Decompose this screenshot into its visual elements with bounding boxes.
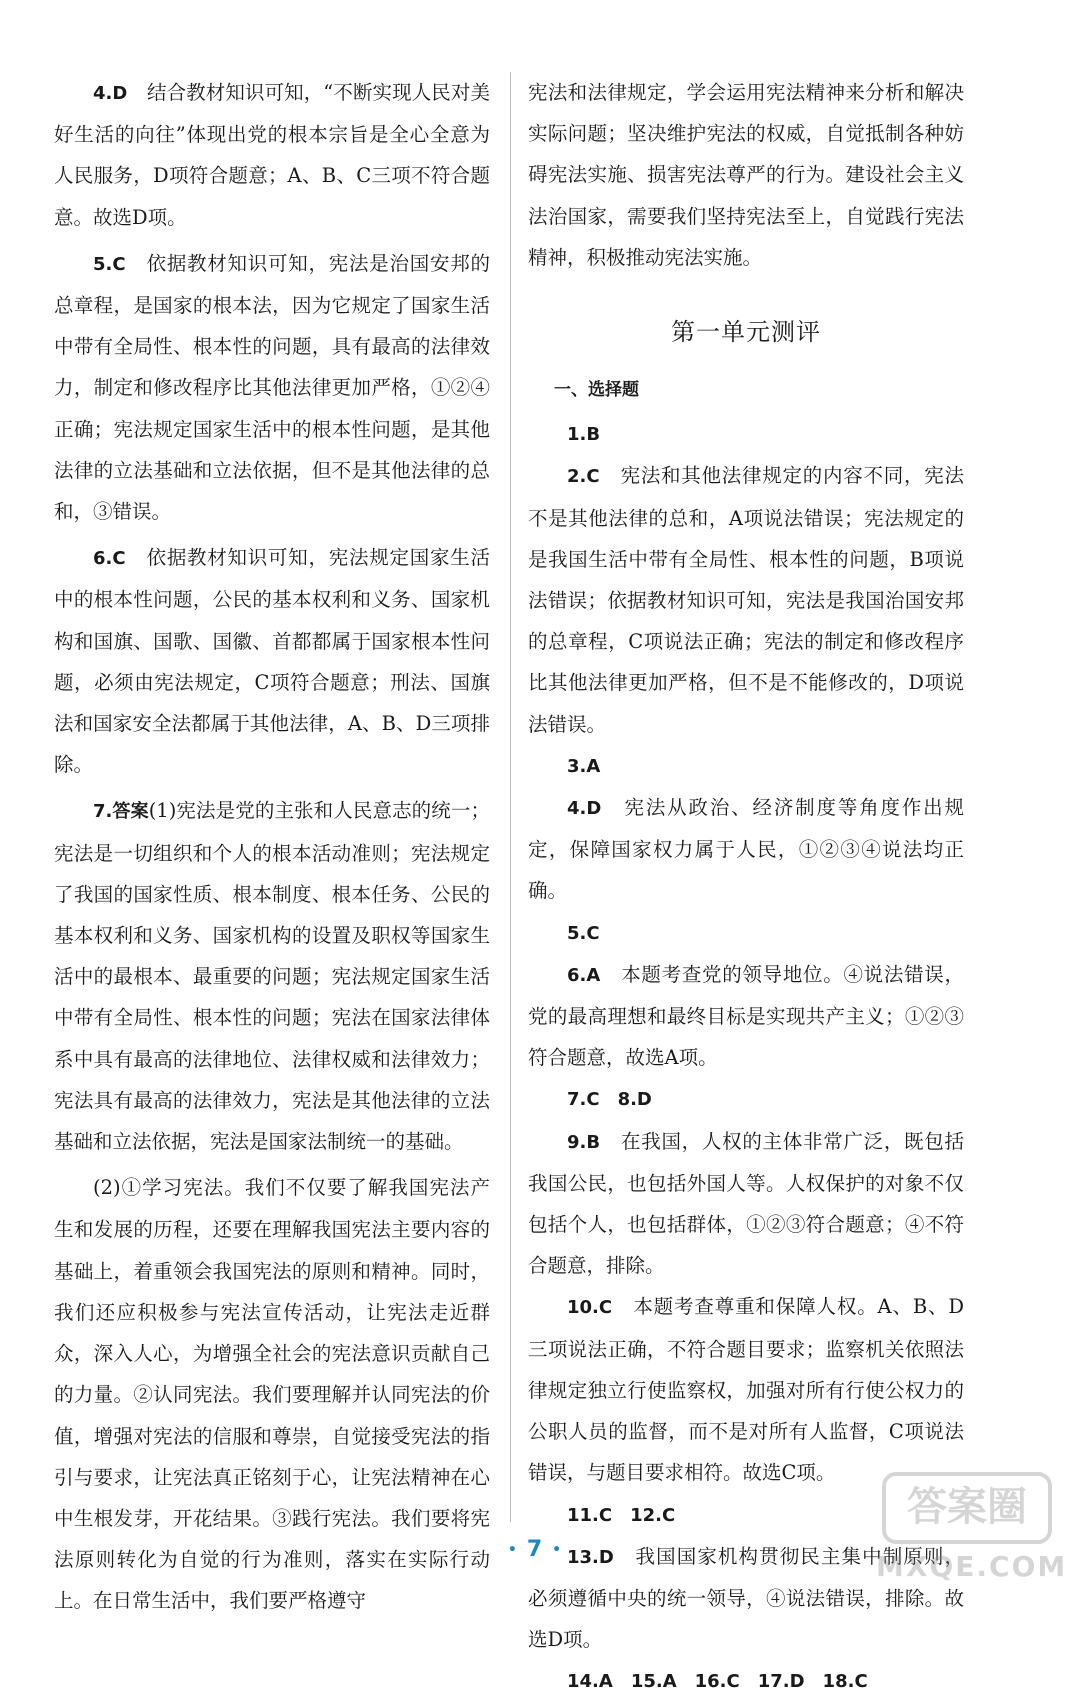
answer-number: 7.答案: [93, 801, 149, 823]
answer-text: (2)①学习宪法。我们不仅要了解我国宪法产生和发展的历程，还要在理解我国宪法主要内容的基础上，着重领会我国宪法的原则和精神。同时，我们还应积极参与宪法宣传活动，让宪法走近群众，深入人心，为增强全社会的宪法意识贡献自己的力量。②认同宪法。我们要理解并认同宪法的价值，增强对宪法的信服和尊崇，自觉接受宪法的指引与要求，让宪法真正铭刻于心，让宪法精神在心中生根发芽，开花结果。③践行宪法。我们要将宪法原则转化为自觉的行为准则，落实在实际行动上。在日常生活中，我们要严格遵守: [54, 1176, 490, 1613]
answer-item: [528, 1286, 964, 1493]
answer-item: [54, 790, 490, 1162]
answer-number: 9.B: [567, 1131, 601, 1153]
column-divider: [510, 72, 511, 1522]
answer-text: 依据教材知识可知，宪法规定国家生活中的根本性问题，公民的基本权利和义务、国家机构和国旗、国歌、国徽、首都都属于国家根本性问题，必须由宪法规定，C项符合题意；刑法、国旗法和国家安全法都属于其他法律，A、B、D三项排除。: [54, 546, 490, 777]
answer-number: 7.C 8.D: [567, 1089, 652, 1111]
answer-text: 结合教材知识可知，“不断实现人民对美好生活的向往”体现出党的根本宗旨是全心全意为人民服务，D项符合题意；A、B、C三项不符合题意。故选D项。: [54, 81, 490, 229]
answer-number: 6.C: [93, 548, 126, 570]
right-column: [528, 72, 964, 1703]
answer-item: [54, 243, 490, 532]
answer-number: 2.C: [567, 466, 600, 488]
section-title: 第一单元测评: [671, 318, 821, 347]
answer-text: 宪法和其他法律规定的内容不同，宪法不是其他法律的总和，A项说法错误；宪法规定的是我国生活中带有全局性、根本性的问题，B项说法错误；依据教材知识可知，宪法是我国治国安邦的总章程，C项说法正确；宪法的制定和修改程序比其他法律更加严格，但不是不能修改的，D项说法错误。: [528, 464, 964, 736]
answer-item: [528, 787, 964, 912]
answer-number: 5.C: [93, 253, 126, 275]
answer-number: 14.A 15.A 16.C 17.D 18.C: [567, 1671, 868, 1693]
answer-item: [528, 413, 964, 455]
answer-item: [528, 1660, 964, 1702]
answer-item: [528, 1078, 964, 1120]
watermark-top-text: 答案圈: [907, 1484, 1027, 1530]
answer-text: 在我国，人权的主体非常广泛，既包括我国公民，也包括外国人等。人权保护的对象不仅包括个人，也包括群体，①②③符合题意；④不符合题意，排除。: [528, 1129, 964, 1278]
page-dot-right: •: [552, 1542, 562, 1558]
answer-number: 11.C 12.C: [567, 1504, 676, 1526]
answer-text: 本题考查党的领导地位。④说法错误，党的最高理想和最终目标是实现共产主义；①②③符合题意，故选A项。: [528, 962, 964, 1070]
answer-text: (1)宪法是党的主张和人民意志的统一；宪法是一切组织和个人的根本活动准则；宪法规定了我国的国家性质、根本制度、根本任务、公民的基本权利和义务、国家机构的设置及职权等国家生活中的最根本、最重要的问题；宪法规定国家生活中带有全局性、根本性的问题；宪法在国家法律体系中具有最高的法律地位、法律权威和法律效力；宪法具有最高的法律效力，宪法是其他法律的立法基础和立法依据，宪法是国家法制统一的基础。: [54, 799, 490, 1154]
left-column: [54, 72, 490, 1622]
answer-number: 13.D: [567, 1546, 614, 1568]
answer-number: 3.A: [567, 755, 601, 777]
section-heading: 一、选择题: [554, 380, 639, 401]
answer-text: 依据教材知识可知，宪法是治国安邦的总章程，是国家的根本法，因为它规定了国家生活中带有全局性、根本性的问题，具有最高的法律效力，制定和修改程序比其他法律更加严格，①②④正确；宪法规定国家生活中的根本性问题，是其他法律的立法基础和立法依据，但不是其他法律的总和，③错误。: [54, 251, 490, 524]
answer-item: [528, 912, 964, 954]
answer-item: [528, 455, 964, 744]
answer-text: 宪法从政治、经济制度等角度作出规定，保障国家权力属于人民，①②③④说法均正确。: [528, 796, 964, 903]
answer-number: 10.C: [567, 1297, 613, 1319]
watermark-bottom-text: MXQE.COM: [876, 1550, 1068, 1583]
answer-item: [528, 745, 964, 787]
answer-text: 我国国家机构贯彻民主集中制原则，必须遵循中央的统一领导，④说法错误，排除。故选D项。: [528, 1544, 964, 1652]
answer-item: [54, 72, 490, 238]
answer-text: 本题考查尊重和保障人权。A、B、D三项说法正确，不符合题目要求；监察机关依照法律规定独立行使监察权，加强对所有行使公权力的公职人员的监督，而不是对所有人监督，C项说法错误，与题目要求相符。故选C项。: [528, 1295, 964, 1485]
page-dot-left: •: [507, 1542, 517, 1558]
answer-number: 6.A: [567, 964, 601, 986]
answer-item: [528, 1121, 964, 1287]
answer-number: 4.D: [567, 798, 602, 820]
answer-number: 1.B: [567, 424, 601, 446]
answer-number: 5.C: [567, 922, 600, 944]
answer-item: [528, 954, 964, 1079]
watermark-badge: [882, 1472, 1052, 1544]
continuation-text: 宪法和法律规定，学会运用宪法精神来分析和解决实际问题；坚决维护宪法的权威，自觉抵制各种妨碍宪法实施、损害宪法尊严的行为。建设社会主义法治国家，需要我们坚持宪法至上，自觉践行宪法精神，积极推动宪法实施。: [528, 81, 964, 269]
watermark-logo: [872, 1472, 1068, 1590]
page-number-value: 7: [526, 1537, 543, 1562]
answer-number: 4.D: [93, 83, 128, 104]
answer-item: [54, 537, 490, 785]
